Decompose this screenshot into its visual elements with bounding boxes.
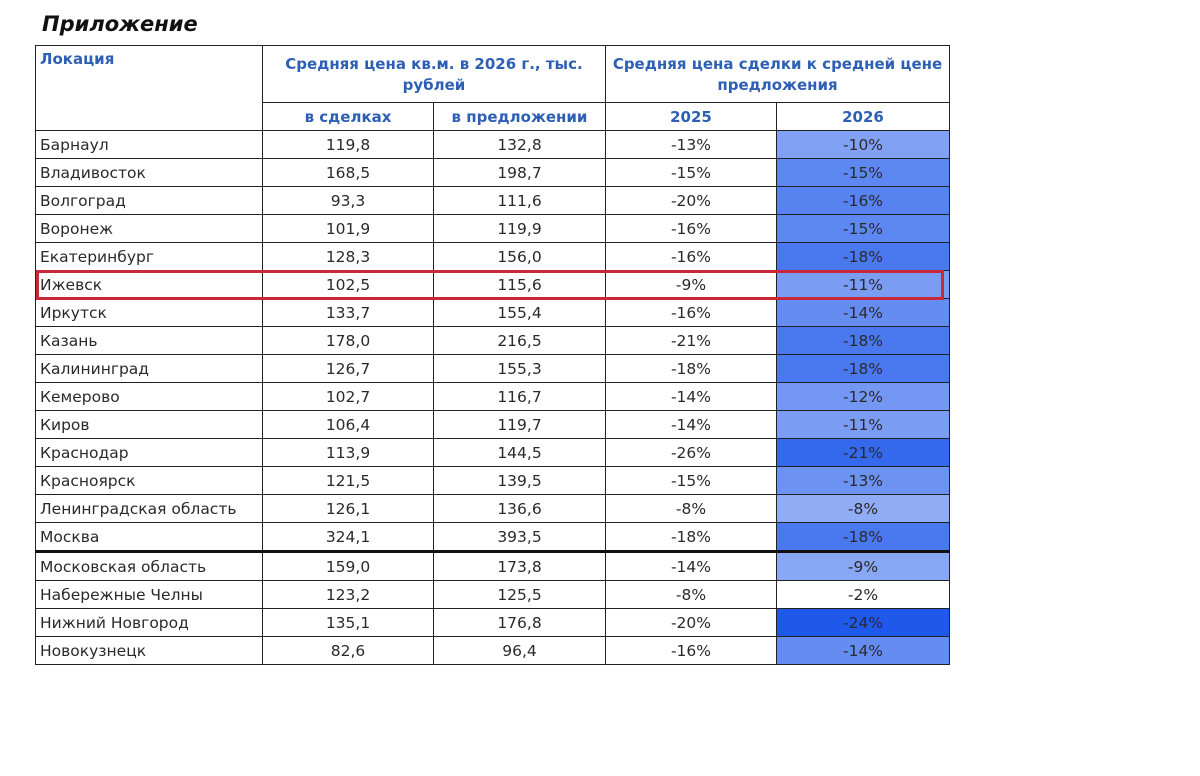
city-cell: Киров (36, 411, 263, 439)
deals-cell: 128,3 (263, 243, 434, 271)
deals-cell: 126,1 (263, 495, 434, 523)
table-row (36, 299, 950, 327)
city-cell: Краснодар (36, 439, 263, 467)
table-row (36, 523, 950, 552)
ratio-2025-cell: -20% (606, 609, 777, 637)
table-row (36, 271, 950, 299)
table-row (36, 637, 950, 665)
ratio-2026-cell: -18% (777, 523, 950, 552)
ratio-2025-cell: -16% (606, 299, 777, 327)
ratio-2025-cell: -16% (606, 215, 777, 243)
ratio-2025-cell: -15% (606, 467, 777, 495)
deals-cell: 159,0 (263, 552, 434, 581)
table-row (36, 131, 950, 159)
deals-cell: 121,5 (263, 467, 434, 495)
header-ratio-group: Средняя цена сделки к средней цене предложения (606, 46, 950, 103)
city-cell: Красноярск (36, 467, 263, 495)
deals-cell: 102,7 (263, 383, 434, 411)
header-2025: 2025 (606, 103, 777, 131)
ratio-2026-cell: -21% (777, 439, 950, 467)
ratio-2025-cell: -21% (606, 327, 777, 355)
header-avg-price-group: Средняя цена кв.м. в 2026 г., тыс. рублей (263, 46, 606, 103)
offers-cell: 173,8 (434, 552, 606, 581)
table-row (36, 439, 950, 467)
deals-cell: 133,7 (263, 299, 434, 327)
offers-cell: 116,7 (434, 383, 606, 411)
table-row (36, 383, 950, 411)
header-offers: в предложении (434, 103, 606, 131)
offers-cell: 136,6 (434, 495, 606, 523)
table-row (36, 243, 950, 271)
offers-cell: 176,8 (434, 609, 606, 637)
offers-cell: 156,0 (434, 243, 606, 271)
city-cell: Кемерово (36, 383, 263, 411)
city-cell: Казань (36, 327, 263, 355)
ratio-2026-cell: -24% (777, 609, 950, 637)
ratio-2026-cell: -12% (777, 383, 950, 411)
deals-cell: 93,3 (263, 187, 434, 215)
ratio-2025-cell: -14% (606, 383, 777, 411)
ratio-2025-cell: -8% (606, 581, 777, 609)
header-location: Локация (36, 46, 263, 131)
city-cell: Владивосток (36, 159, 263, 187)
offers-cell: 125,5 (434, 581, 606, 609)
offers-cell: 155,4 (434, 299, 606, 327)
city-cell: Барнаул (36, 131, 263, 159)
city-cell: Нижний Новгород (36, 609, 263, 637)
city-cell: Набережные Челны (36, 581, 263, 609)
ratio-2026-cell: -18% (777, 355, 950, 383)
city-cell: Екатеринбург (36, 243, 263, 271)
ratio-2026-cell: -16% (777, 187, 950, 215)
page-title: Приложение (42, 12, 198, 36)
ratio-2025-cell: -16% (606, 243, 777, 271)
ratio-2026-cell: -2% (777, 581, 950, 609)
city-cell: Иркутск (36, 299, 263, 327)
offers-cell: 119,7 (434, 411, 606, 439)
offers-cell: 119,9 (434, 215, 606, 243)
offers-cell: 96,4 (434, 637, 606, 665)
table-row (36, 159, 950, 187)
ratio-2026-cell: -15% (777, 215, 950, 243)
ratio-2026-cell: -18% (777, 243, 950, 271)
city-cell: Ленинградская область (36, 495, 263, 523)
city-cell: Новокузнецк (36, 637, 263, 665)
ratio-2026-cell: -13% (777, 467, 950, 495)
offers-cell: 393,5 (434, 523, 606, 552)
deals-cell: 102,5 (263, 271, 434, 299)
ratio-2026-cell: -14% (777, 299, 950, 327)
city-cell: Москва (36, 523, 263, 552)
city-cell: Ижевск (36, 271, 263, 299)
ratio-2025-cell: -14% (606, 552, 777, 581)
deals-cell: 178,0 (263, 327, 434, 355)
ratio-2026-cell: -8% (777, 495, 950, 523)
ratio-2026-cell: -9% (777, 552, 950, 581)
ratio-2026-cell: -11% (777, 271, 950, 299)
deals-cell: 126,7 (263, 355, 434, 383)
ratio-2025-cell: -14% (606, 411, 777, 439)
ratio-2025-cell: -16% (606, 637, 777, 665)
deals-cell: 106,4 (263, 411, 434, 439)
header-deals: в сделках (263, 103, 434, 131)
city-cell: Волгоград (36, 187, 263, 215)
deals-cell: 82,6 (263, 637, 434, 665)
table-row (36, 187, 950, 215)
deals-cell: 113,9 (263, 439, 434, 467)
ratio-2026-cell: -15% (777, 159, 950, 187)
city-cell: Воронеж (36, 215, 263, 243)
table-row (36, 467, 950, 495)
ratio-2025-cell: -26% (606, 439, 777, 467)
table-row (36, 215, 950, 243)
offers-cell: 132,8 (434, 131, 606, 159)
ratio-2026-cell: -10% (777, 131, 950, 159)
offers-cell: 216,5 (434, 327, 606, 355)
deals-cell: 324,1 (263, 523, 434, 552)
ratio-2026-cell: -11% (777, 411, 950, 439)
city-cell: Московская область (36, 552, 263, 581)
offers-cell: 198,7 (434, 159, 606, 187)
ratio-2026-cell: -14% (777, 637, 950, 665)
table-body (36, 131, 950, 665)
offers-cell: 115,6 (434, 271, 606, 299)
table-row (36, 581, 950, 609)
city-cell: Калининград (36, 355, 263, 383)
ratio-2025-cell: -8% (606, 495, 777, 523)
header-2026: 2026 (777, 103, 950, 131)
offers-cell: 155,3 (434, 355, 606, 383)
deals-cell: 101,9 (263, 215, 434, 243)
table-row (36, 411, 950, 439)
ratio-2026-cell: -18% (777, 327, 950, 355)
ratio-2025-cell: -9% (606, 271, 777, 299)
deals-cell: 123,2 (263, 581, 434, 609)
table-row (36, 355, 950, 383)
table-row (36, 552, 950, 581)
ratio-2025-cell: -20% (606, 187, 777, 215)
ratio-2025-cell: -18% (606, 523, 777, 552)
table-row (36, 495, 950, 523)
ratio-2025-cell: -13% (606, 131, 777, 159)
price-table (35, 45, 950, 665)
offers-cell: 139,5 (434, 467, 606, 495)
table-row (36, 327, 950, 355)
offers-cell: 111,6 (434, 187, 606, 215)
ratio-2025-cell: -15% (606, 159, 777, 187)
table-row (36, 609, 950, 637)
deals-cell: 135,1 (263, 609, 434, 637)
offers-cell: 144,5 (434, 439, 606, 467)
ratio-2025-cell: -18% (606, 355, 777, 383)
deals-cell: 119,8 (263, 131, 434, 159)
deals-cell: 168,5 (263, 159, 434, 187)
